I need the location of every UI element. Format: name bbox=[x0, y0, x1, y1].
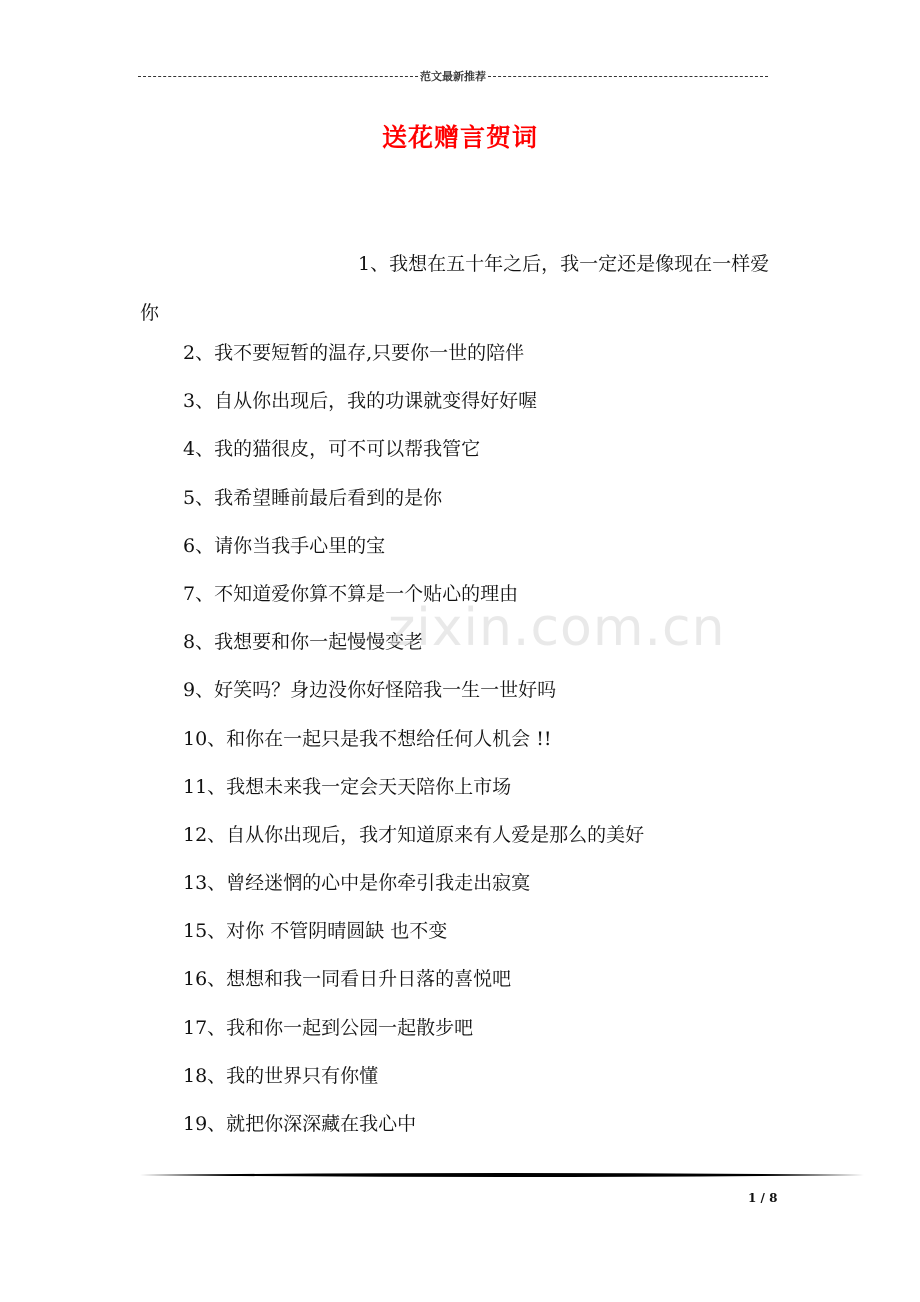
list-item: 8、我想要和你一起慢慢变老 bbox=[183, 631, 424, 654]
header-label: 范文最新推荐 bbox=[420, 70, 486, 83]
first-item: 1、我想在五十年之后，我一定还是像现在一样爱你 bbox=[140, 253, 770, 324]
list-item: 17、我和你一起到公园一起散步吧 bbox=[183, 1016, 474, 1039]
list-item: 7、不知道爱你算不算是一个贴心的理由 bbox=[183, 582, 519, 605]
list-item: 12、自从你出现后，我才知道原来有人爱是那么的美好 bbox=[183, 823, 645, 846]
header-rule bbox=[138, 68, 768, 84]
list-item: 11、我想未来我一定会天天陪你上市场 bbox=[183, 775, 512, 798]
item-list bbox=[183, 329, 803, 1148]
document-title: 送花赠言贺词 bbox=[381, 123, 538, 152]
list-item: 18、我的世界只有你懂 bbox=[183, 1064, 379, 1087]
list-item: 16、想想和我一同看日升日落的喜悦吧 bbox=[183, 968, 512, 991]
list-item: 10、和你在一起只是我不想给任何人机会 !! bbox=[183, 727, 552, 750]
header-dash-left bbox=[138, 76, 418, 77]
list-item: 15、对你 不管阴晴圆缺 也不变 bbox=[183, 920, 448, 943]
list-item: 4、我的猫很皮，可不可以帮我管它 bbox=[183, 438, 481, 461]
watermark: zixin.com.cn bbox=[388, 598, 726, 658]
list-item: 3、自从你出现后，我的功课就变得好好喔 bbox=[183, 390, 538, 413]
list-item: 5、我希望睡前最后看到的是你 bbox=[183, 486, 443, 509]
list-item: 9、好笑吗？身边没你好怪陪我一生一世好吗 bbox=[183, 679, 557, 702]
list-item: 19、就把你深深藏在我心中 bbox=[183, 1113, 417, 1135]
list-item: 2、我不要短暂的温存,只要你一世的陪伴 bbox=[183, 342, 525, 364]
list-item: 13、曾经迷惘的心中是你牵引我走出寂寞 bbox=[183, 872, 531, 895]
page-number: 1 / 8 bbox=[748, 1191, 778, 1205]
header-dash-right bbox=[488, 76, 768, 77]
list-item: 6、请你当我手心里的宝 bbox=[183, 534, 386, 557]
footer-rule bbox=[140, 1170, 864, 1180]
